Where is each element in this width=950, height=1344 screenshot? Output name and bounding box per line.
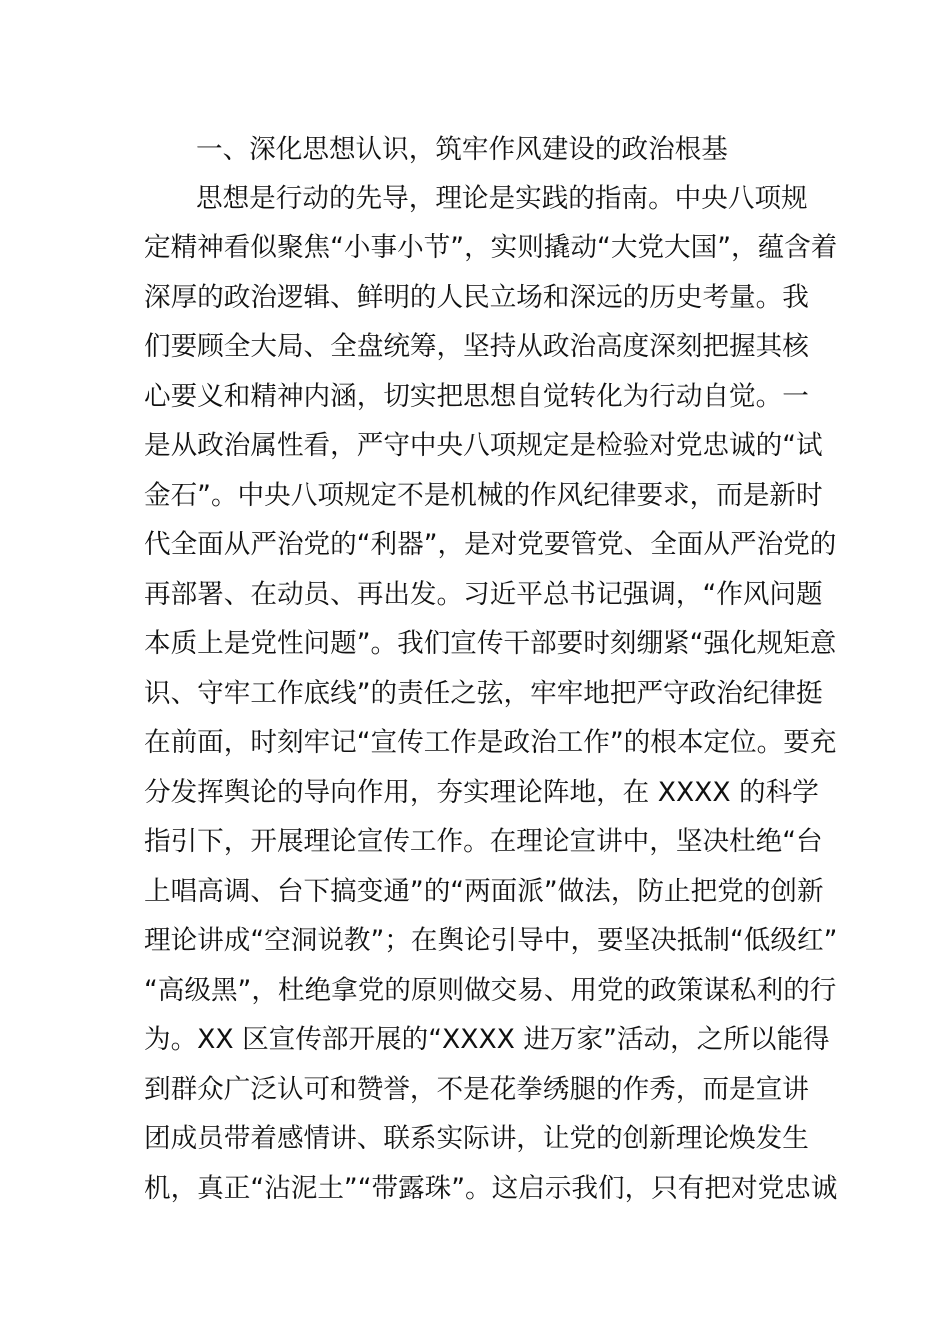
text-line: 代全面从严治党的“利器”，是对党要管党、全面从严治党的 xyxy=(144,529,837,560)
text-line: 机，真正“沾泥土”“带露珠”。这启示我们，只有把对党忠诚 xyxy=(144,1173,838,1204)
text-line: 团成员带着感情讲、联系实际讲，让党的创新理论焕发生 xyxy=(144,1123,809,1154)
text-line: 深厚的政治逻辑、鲜明的人民立场和深远的历史考量。我 xyxy=(144,282,809,313)
text-line: 在前面，时刻牢记“宣传工作是政治工作”的根本定位。要充 xyxy=(144,727,837,758)
text-line: “高级黑”，杜绝拿党的原则做交易、用党的政策谋私利的行 xyxy=(144,975,837,1006)
text-line: 识、守牢工作底线”的责任之弦，牢牢地把严守政治纪律挺 xyxy=(144,678,823,709)
text-line: 金石”。中央八项规定不是机械的作风纪律要求，而是新时 xyxy=(144,480,823,511)
text-line: 们要顾全大局、全盘统筹，坚持从政治高度深刻把握其核 xyxy=(144,331,809,362)
section-heading: 一、深化思想认识，筑牢作风建设的政治根基 xyxy=(196,134,728,165)
text-line: 定精神看似聚焦“小事小节”，实则撬动“大党大国”，蕴含着 xyxy=(144,232,838,263)
text-line: 是从政治属性看，严守中央八项规定是检验对党忠诚的“试 xyxy=(144,430,823,461)
text-line: 理论讲成“空洞说教”；在舆论引导中，要坚决抵制“低级红” xyxy=(144,925,838,956)
text-line: 指引下，开展理论宣传工作。在理论宣讲中，坚决杜绝“台 xyxy=(144,826,823,857)
text-line: 上唱高调、台下搞变通”的“两面派”做法，防止把党的创新 xyxy=(144,876,824,907)
text-line: 思想是行动的先导，理论是实践的指南。中央八项规 xyxy=(196,183,808,214)
text-line: 心要义和精神内涵，切实把思想自觉转化为行动自觉。一 xyxy=(144,381,809,412)
text-line: 分发挥舆论的导向作用，夯实理论阵地，在 XXXX 的科学 xyxy=(144,777,819,808)
text-line: 本质上是党性问题”。我们宣传干部要时刻绷紧“强化规矩意 xyxy=(144,628,837,659)
text-line: 到群众广泛认可和赞誉，不是花拳绣腿的作秀，而是宣讲 xyxy=(144,1074,809,1105)
text-line: 再部署、在动员、再出发。习近平总书记强调，“作风问题 xyxy=(144,579,823,610)
text-line: 为。XX 区宣传部开展的“XXXX 进万家”活动，之所以能得 xyxy=(144,1024,830,1055)
